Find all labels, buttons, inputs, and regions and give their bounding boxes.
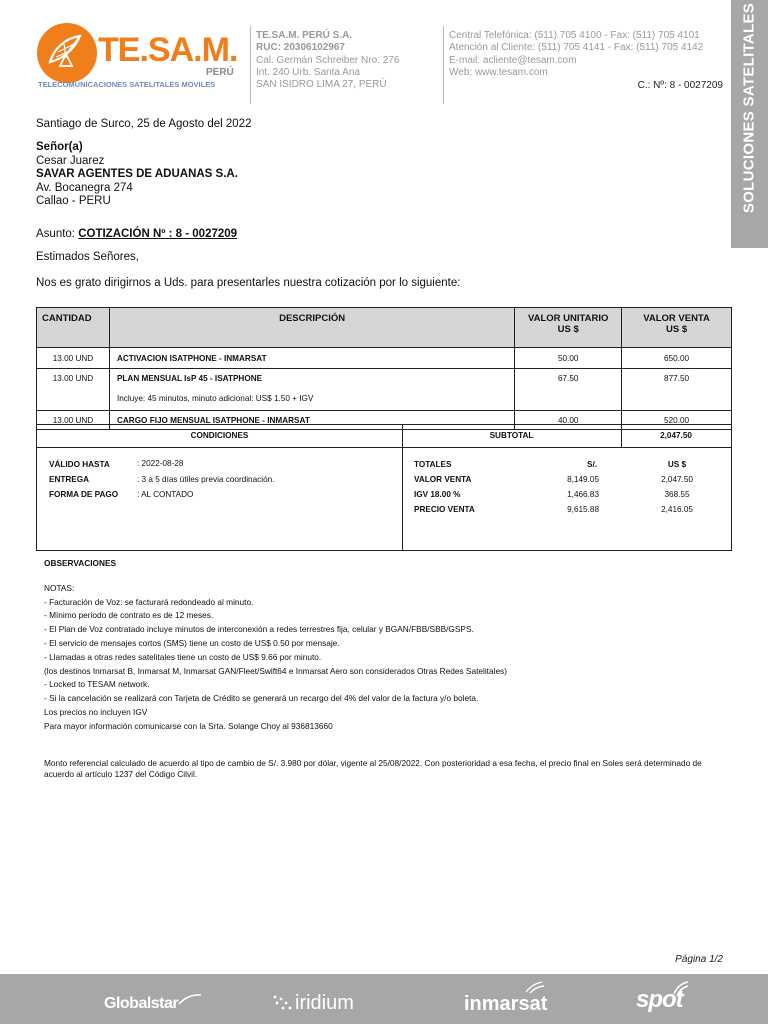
totals-row-label: PRECIO VENTA [414, 505, 475, 514]
conditions-box [36, 424, 732, 551]
header-desc: DESCRIPCIÓN [109, 308, 514, 348]
observation-line: Los precios no incluyen IGV [44, 706, 148, 717]
date-line: Santiago de Surco, 25 de Agosto del 2022 [36, 118, 252, 130]
items-table [36, 307, 732, 430]
contact-web: Web: www.tesam.com [449, 66, 548, 78]
totals-row-soles: 9,615.88 [567, 505, 599, 514]
observation-line: - El servicio de mensajes cortos (SMS) tiene un costo de US$ 0.50 por mensaje. [44, 637, 340, 648]
iridium-dots-icon [272, 994, 294, 1012]
row-desc: ACTIVACION ISATPHONE - INMARSAT [109, 348, 514, 369]
observation-line: (los destinos Inmarsat B, Inmarsat M, Inmarsat GAN/Fleet/Swift64 e Inmarsat Aero son considerados Otras Redes Satelitales) [44, 665, 507, 676]
header-unit: VALOR UNITARIO US $ [515, 308, 622, 348]
observation-line: - El Plan de Voz contratado incluye minutos de interconexión a redes terrestres fija, celular y BGAN/FBB/SBB/GSPS. [44, 624, 474, 635]
totals-row-usd: 2,416.05 [661, 505, 693, 514]
recipient-name: Cesar Juarez [36, 154, 105, 167]
recipient-street: Av. Bocanegra 274 [36, 181, 133, 194]
row-qty: 13.00 UND [37, 411, 110, 430]
exchange-note: Monto referencial calculado de acuerdo al tipo de cambio de S/. 3.980 por dólar, vigente al 25/08/2022. Con posterioridad a esa fecha, el precio final en Soles será determinado de acuerdo al artículo 1237 del Código Cilvil. [44, 758, 702, 779]
table-row [37, 348, 732, 369]
recipient-block [36, 141, 238, 209]
cond-value: : AL CONTADO [137, 490, 194, 499]
row-unit: 50.00 [515, 348, 622, 369]
brand-name: TE.SA.M. [98, 31, 238, 69]
subtotal-label: SUBTOTAL [489, 431, 534, 440]
observation-line: - Locked to TESAM network. [44, 679, 150, 690]
company-address-3: SAN ISIDRO LIMA 27, PERÚ [256, 79, 387, 91]
header-qty: CANTIDAD [37, 308, 110, 348]
observation-line: Para mayor información comunicarse con la Srta. Solange Choy al 936813660 [44, 720, 333, 731]
partner-inmarsat-logo: inmarsat [464, 993, 548, 1015]
row-note: Incluye: 45 minutos, minuto adicional: US$ 1.50 + IGV [116, 394, 314, 403]
row-desc: PLAN MENSUAL IsP 45 - ISATPHONE [116, 374, 263, 383]
subject-label: Asunto: [36, 228, 75, 240]
cond-label: VÁLIDO HASTA [49, 460, 110, 469]
company-address-1: Cal. Germán Schreiber Nro. 276 [256, 54, 400, 66]
totals-header-usd: US $ [667, 460, 687, 469]
partner-spot-logo: spot [636, 986, 683, 1013]
observation-line: NOTAS: [44, 582, 75, 593]
subject-value: COTIZACIÓN Nº : 8 - 0027209 [78, 228, 238, 240]
row-total: 650.00 [622, 348, 732, 369]
sidebar-banner [731, 0, 768, 248]
partner-iridium-logo: iridium [295, 992, 354, 1014]
header-total: VALOR VENTA US $ [622, 308, 732, 348]
table-header-row [37, 308, 732, 348]
cond-label: FORMA DE PAGO [49, 490, 119, 499]
row-desc-cell [109, 369, 514, 411]
company-address-2: Int. 240 Urb. Santa Ana [256, 66, 360, 78]
header-divider-1 [250, 26, 251, 104]
brand-tagline: TELECOMUNICACIONES SATELITALES MOVILES [38, 80, 216, 89]
totals-row-usd: 2,047.50 [661, 475, 693, 484]
cond-value: : 3 a 5 días útiles previa coordinación. [137, 475, 275, 484]
company-name: TE.SA.M. PERÚ S.A. [256, 30, 353, 41]
table-row [37, 369, 732, 411]
subtotal-value: 2,047.50 [660, 431, 692, 440]
spot-signal-icon [672, 980, 690, 996]
row-qty: 13.00 UND [37, 369, 110, 411]
logo [36, 22, 248, 92]
sidebar-text: SOLUCIONES SATELITALES [740, 2, 758, 214]
cond-header-line [37, 447, 731, 448]
brand-country: PERÚ [206, 67, 234, 78]
intro-text: Nos es grato dirigirnos a Uds. para presentarles nuestra cotización por lo siguiente: [36, 277, 461, 289]
company-ruc: RUC: 20306102967 [256, 42, 345, 54]
observation-line: - Mínimo periodo de contrato es de 12 meses. [44, 610, 214, 621]
observations [44, 557, 724, 734]
totals-header-soles: S/. [586, 460, 597, 469]
row-unit: 67.50 [515, 369, 622, 411]
totals-row-soles: 1,466.83 [567, 490, 599, 499]
contact-attention: Atención al Cliente: (511) 705 4141 - Fax: (511) 705 4142 [449, 42, 704, 54]
observation-line: - Llamadas a otras redes satelitales tiene un costo de US$ 9.66 por minuto. [44, 651, 322, 662]
partner-globalstar-logo: Globalstar [104, 995, 179, 1012]
satellite-dish-logo-icon [36, 22, 98, 84]
observation-line: - Si la cancelación se realizará con Tarjeta de Crédito se generará un recargo del 4% del valor de la factura y/o boleta. [44, 693, 479, 704]
totals-row-soles: 8,149.05 [567, 475, 599, 484]
observation-line: - Facturación de Voz: se facturará redondeado al minuto. [44, 596, 254, 607]
globalstar-swoosh-icon [178, 992, 202, 1006]
header-divider-2 [443, 26, 444, 104]
row-total: 520.00 [622, 411, 732, 430]
cond-vertical-line [402, 425, 403, 550]
totals-row-label: IGV 18.00 % [414, 490, 461, 499]
recipient-city: Callao - PERU [36, 195, 111, 207]
doc-number: C.: Nº: 8 - 0027209 [637, 80, 723, 91]
row-unit: 40.00 [515, 411, 622, 430]
company-info [256, 30, 436, 91]
cond-value: : 2022-08-28 [137, 459, 184, 468]
greeting: Estimados Señores, [36, 251, 139, 263]
conditions-label: CONDICIONES [190, 431, 249, 440]
totals-row-usd: 368.55 [664, 490, 690, 499]
recipient-company: SAVAR AGENTES DE ADUANAS S.A. [36, 168, 238, 180]
totals-header-label: TOTALES [414, 460, 452, 469]
cond-label: ENTREGA [49, 475, 90, 484]
observations-title: OBSERVACIONES [44, 558, 117, 568]
row-qty: 13.00 UND [37, 348, 110, 369]
page-label: Página 1/2 [675, 954, 723, 965]
subject-line [36, 228, 237, 242]
recipient-salutation: Señor(a) [36, 141, 83, 153]
partner-footer [0, 974, 768, 1024]
contact-central: Central Telefónica: (511) 705 4100 - Fax: (511) 705 4101 [449, 30, 700, 41]
contact-email: E-mail: acliente@tesam.com [449, 54, 577, 66]
row-total: 877.50 [622, 369, 732, 411]
contact-info [449, 30, 729, 79]
inmarsat-waves-icon [524, 980, 546, 994]
row-desc: CARGO FIJO MENSUAL ISATPHONE - INMARSAT [109, 411, 514, 430]
totals-row-label: VALOR VENTA [414, 475, 472, 484]
